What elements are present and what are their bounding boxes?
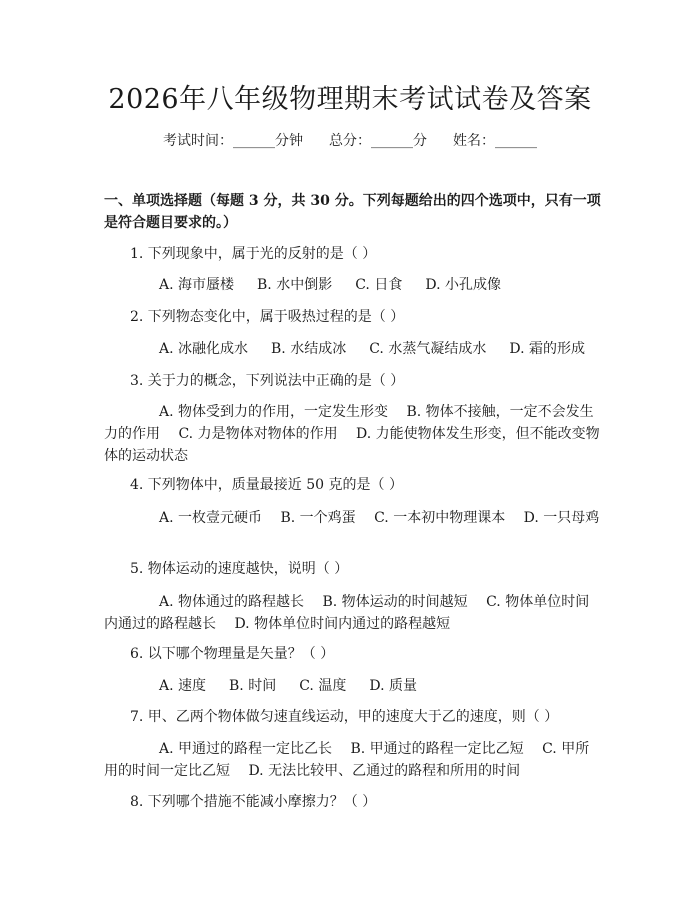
question-stem: 7. 甲、乙两个物体做匀速直线运动，甲的速度大于乙的速度，则（ ） <box>130 709 559 725</box>
option: B. 时间 <box>229 678 277 694</box>
option: A. 速度 <box>159 678 207 694</box>
question-stem: 4. 下列物体中，质量最接近 50 克的是（ ） <box>130 477 403 493</box>
question-options: A. 甲通过的路程一定比乙长 B. 甲通过的路程一定比乙短 C. 甲所用的时间一定比乙短 D. 无法比较甲、乙通过的路程和所用的时间 <box>104 741 590 779</box>
question-options <box>159 338 585 360</box>
option: B. 水结成冰 <box>271 341 347 357</box>
question-stem: 8. 下列哪个措施不能减小摩擦力？（ ） <box>130 794 377 810</box>
question-stem: 2. 下列物态变化中，属于吸热过程的是（ ） <box>130 309 405 325</box>
option: D. 霜的形成 <box>509 341 585 357</box>
student-name-field: 姓名：______ <box>453 133 537 149</box>
question-stem: 5. 物体运动的速度越快，说明（ ） <box>130 561 349 577</box>
exam-info-line <box>0 130 700 152</box>
question-stem: 6. 以下哪个物理量是矢量？（ ） <box>130 646 335 662</box>
question-stem: 3. 关于力的概念，下列说法中正确的是（ ） <box>130 373 405 389</box>
exam-time-field: 考试时间：______分钟 <box>163 133 303 149</box>
question-options <box>159 675 417 697</box>
section-heading: 一、单项选择题（每题 3 分，共 30 分。下列每题给出的四个选项中，只有一项是符合题目要求的。） <box>104 193 601 231</box>
option: D. 质量 <box>369 678 417 694</box>
question-options: A. 一枚壹元硬币 B. 一个鸡蛋 C. 一本初中物理课本 D. 一只母鸡 <box>159 510 600 526</box>
option: A. 海市蜃楼 <box>159 277 235 293</box>
question-stem: 1. 下列现象中，属于光的反射的是（ ） <box>130 246 377 262</box>
question-options <box>159 274 501 296</box>
option: D. 小孔成像 <box>425 277 501 293</box>
total-score-field: 总分：______分 <box>329 133 427 149</box>
question-options: A. 物体受到力的作用，一定发生形变 B. 物体不接触，一定不会发生力的作用 C. 力是物体对物体的作用 D. 力能使物体发生形变，但不能改变物体的运动状态 <box>104 404 600 464</box>
option: B. 水中倒影 <box>257 277 333 293</box>
option: C. 温度 <box>299 678 347 694</box>
page-title: 2026年八年级物理期末考试试卷及答案 <box>108 84 592 115</box>
option: C. 日食 <box>355 277 403 293</box>
option: A. 冰融化成水 <box>159 341 249 357</box>
option: C. 水蒸气凝结成水 <box>369 341 487 357</box>
question-options: A. 物体通过的路程越长 B. 物体运动的时间越短 C. 物体单位时间内通过的路程越长 D. 物体单位时间内通过的路程越短 <box>104 594 590 632</box>
